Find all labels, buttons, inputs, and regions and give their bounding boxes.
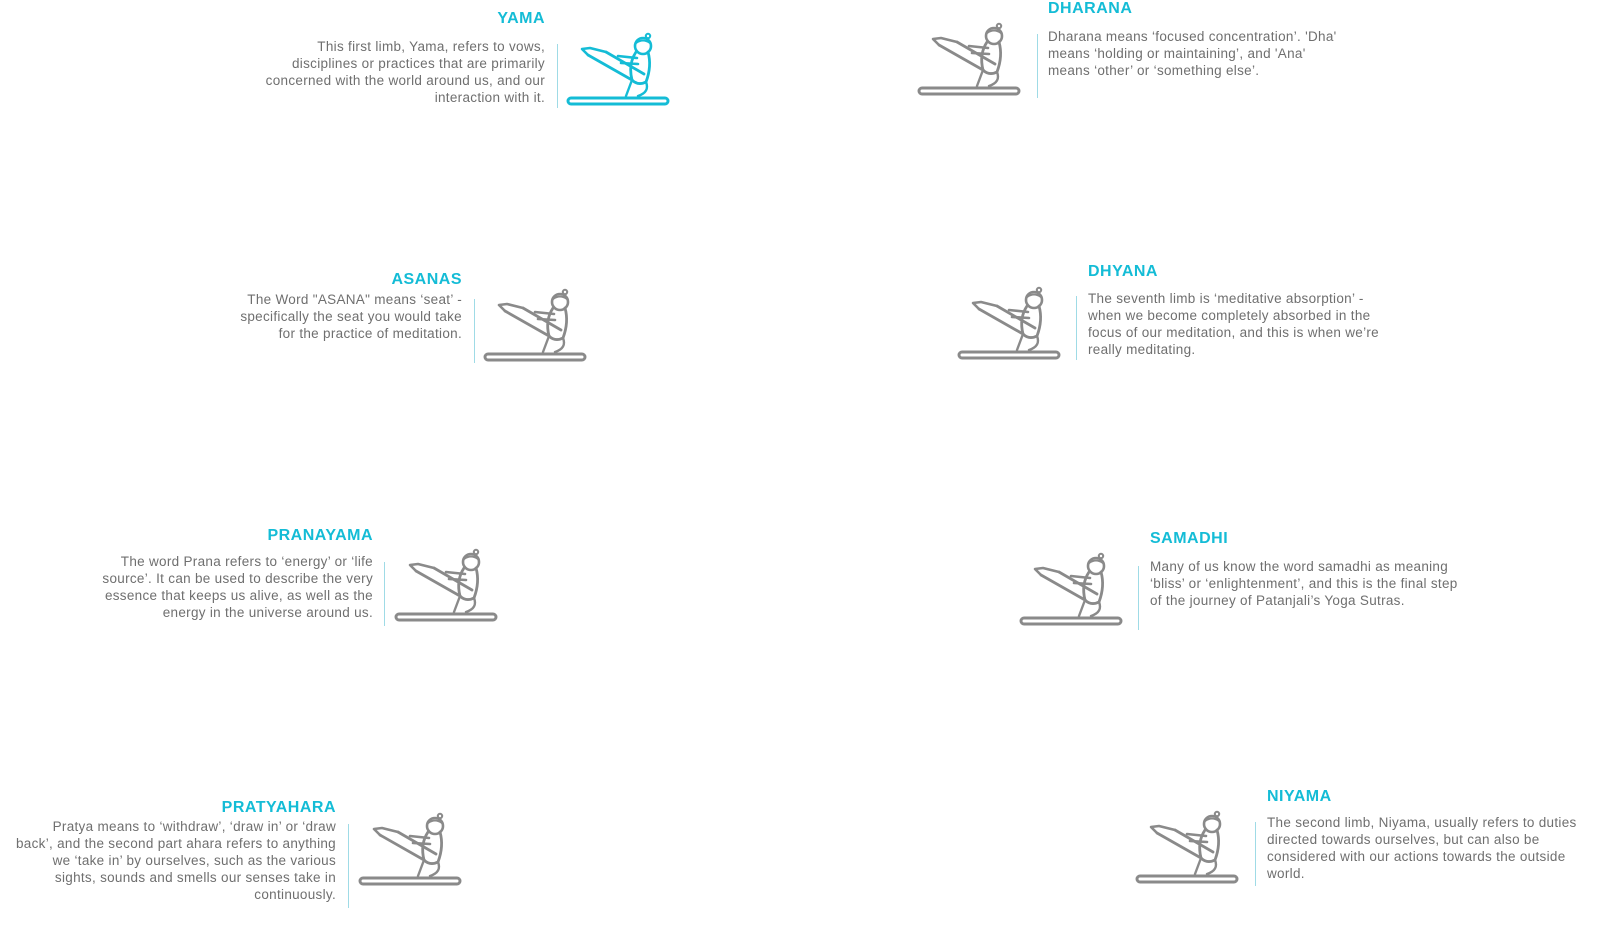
yoga-boat-pose-icon <box>483 286 587 366</box>
limb-title: DHYANA <box>1088 263 1158 280</box>
yoga-boat-pose-icon <box>358 810 462 890</box>
yoga-boat-pose-icon <box>1135 808 1239 888</box>
limb-title: SAMADHI <box>1150 530 1229 547</box>
divider <box>1255 822 1256 886</box>
limb-description: The seventh limb is ‘meditative absorption’ - when we become completely absorbed in the focus of our meditation, and this is when we’re really meditating. <box>1088 291 1379 357</box>
yoga-boat-pose-icon <box>394 546 498 626</box>
limb-description: The word Prana refers to ‘energy’ or ‘life source’. It can be used to describe the very essence that keeps us alive, as well as the energy in the universe around us. <box>102 554 373 620</box>
divider <box>384 562 385 626</box>
limb-description: Pratya means to ‘withdraw’, ‘draw in’ or ‘draw back’, and the second part ahara refers to anything we ‘take in’ by ourselves, such as the various sights, sounds and smells our senses take in continuously. <box>16 819 336 902</box>
limb-pratyahara[interactable] <box>0 788 470 918</box>
yoga-boat-pose-icon <box>566 30 670 110</box>
divider <box>1138 566 1139 630</box>
divider <box>474 299 475 363</box>
yoga-boat-pose-icon <box>917 20 1021 100</box>
limb-title: PRATYAHARA <box>221 799 336 816</box>
limb-niyama[interactable] <box>1133 778 1595 903</box>
divider <box>557 44 558 108</box>
limb-title: PRANAYAMA <box>267 527 373 544</box>
limb-description: This first limb, Yama, refers to vows, disciplines or practices that are primarily concerned with the world around us, and our interaction with it. <box>265 39 545 105</box>
limb-title: NIYAMA <box>1267 788 1332 805</box>
limb-yama[interactable] <box>0 0 680 120</box>
limb-pranayama[interactable] <box>0 516 510 636</box>
limb-description: Many of us know the word samadhi as meaning ‘bliss’ or ‘enlightenment’, and this is the final step of the journey of Patanjali’s Yoga Sutras. <box>1150 559 1458 608</box>
limb-description: The Word "ASANA" means ‘seat’ - specifically the seat you would take for the practice of meditation. <box>240 292 462 341</box>
divider <box>348 824 349 908</box>
limb-title: YAMA <box>497 10 545 27</box>
yoga-boat-pose-icon <box>957 284 1061 364</box>
limb-dhyana[interactable] <box>955 260 1400 380</box>
limb-description: The second limb, Niyama, usually refers to duties directed towards ourselves, but can also be considered with our actions towards the outside world. <box>1267 815 1577 881</box>
limb-title: ASANAS <box>391 271 462 288</box>
limb-asanas[interactable] <box>0 260 600 380</box>
divider <box>1037 34 1038 98</box>
divider <box>1076 296 1077 360</box>
limb-dharana[interactable] <box>915 0 1345 120</box>
limb-samadhi[interactable] <box>1017 520 1467 640</box>
limb-title: DHARANA <box>1048 0 1133 17</box>
yoga-boat-pose-icon <box>1019 550 1123 630</box>
limb-description: Dharana means ‘focused concentration’. 'Dha' means ‘holding or maintaining’, and 'Ana' means ‘other’ or ‘something else’. <box>1048 29 1337 78</box>
